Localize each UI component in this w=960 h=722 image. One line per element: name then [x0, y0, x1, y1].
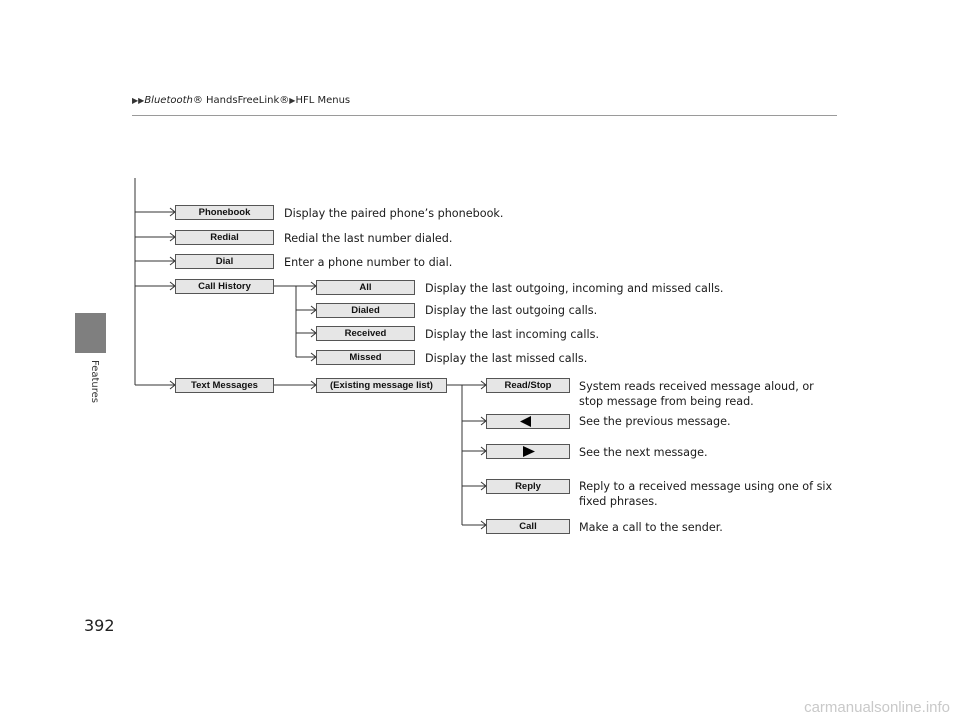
existing-message-list-button[interactable]: (Existing message list): [316, 378, 447, 393]
previous-message-description: See the previous message.: [579, 415, 731, 428]
dial-button[interactable]: Dial: [175, 254, 274, 269]
watermark: carmanualsonline.info: [804, 699, 950, 716]
call-history-dialed-button[interactable]: Dialed: [316, 303, 415, 318]
next-arrow-icon: [487, 445, 569, 458]
read-stop-description-line2: stop message from being read.: [579, 395, 754, 408]
breadcrumb-bluetooth: Bluetooth: [144, 95, 193, 106]
redial-description: Redial the last number dialed.: [284, 232, 453, 245]
call-history-missed-button[interactable]: Missed: [316, 350, 415, 365]
dial-description: Enter a phone number to dial.: [284, 256, 453, 269]
chapter-label: Features: [89, 360, 100, 403]
reply-description-line2: fixed phrases.: [579, 495, 658, 508]
read-stop-description-line1: System reads received message aloud, or: [579, 380, 814, 393]
call-history-missed-description: Display the last missed calls.: [425, 352, 588, 365]
reply-description: [579, 479, 832, 509]
previous-arrow-icon: [487, 415, 569, 428]
call-history-button[interactable]: Call History: [175, 279, 274, 294]
text-messages-button[interactable]: Text Messages: [175, 378, 274, 393]
call-history-all-description: Display the last outgoing, incoming and missed calls.: [425, 282, 724, 295]
call-sender-description: Make a call to the sender.: [579, 521, 723, 534]
breadcrumb-handsfreelink: ® HandsFreeLink®: [192, 95, 290, 106]
breadcrumb-arrow-icon: ▶▶: [132, 96, 145, 105]
reply-button[interactable]: Reply: [486, 479, 570, 494]
phonebook-description: Display the paired phone’s phonebook.: [284, 207, 504, 220]
read-stop-description: [579, 379, 814, 409]
call-history-all-button[interactable]: All: [316, 280, 415, 295]
read-stop-button[interactable]: Read/Stop: [486, 378, 570, 393]
next-message-button[interactable]: [486, 444, 570, 459]
call-history-received-button[interactable]: Received: [316, 326, 415, 341]
call-history-received-description: Display the last incoming calls.: [425, 328, 600, 341]
call-history-dialed-description: Display the last outgoing calls.: [425, 304, 598, 317]
call-sender-button[interactable]: Call: [486, 519, 570, 534]
redial-button[interactable]: Redial: [175, 230, 274, 245]
phonebook-button[interactable]: Phonebook: [175, 205, 274, 220]
breadcrumb-arrow-icon: ▶: [289, 96, 296, 105]
reply-description-line1: Reply to a received message using one of six: [579, 480, 833, 493]
previous-message-button[interactable]: [486, 414, 570, 429]
next-message-description: See the next message.: [579, 446, 708, 459]
breadcrumb-hfl-menus: HFL Menus: [295, 95, 351, 106]
page-number: 392: [84, 616, 115, 635]
